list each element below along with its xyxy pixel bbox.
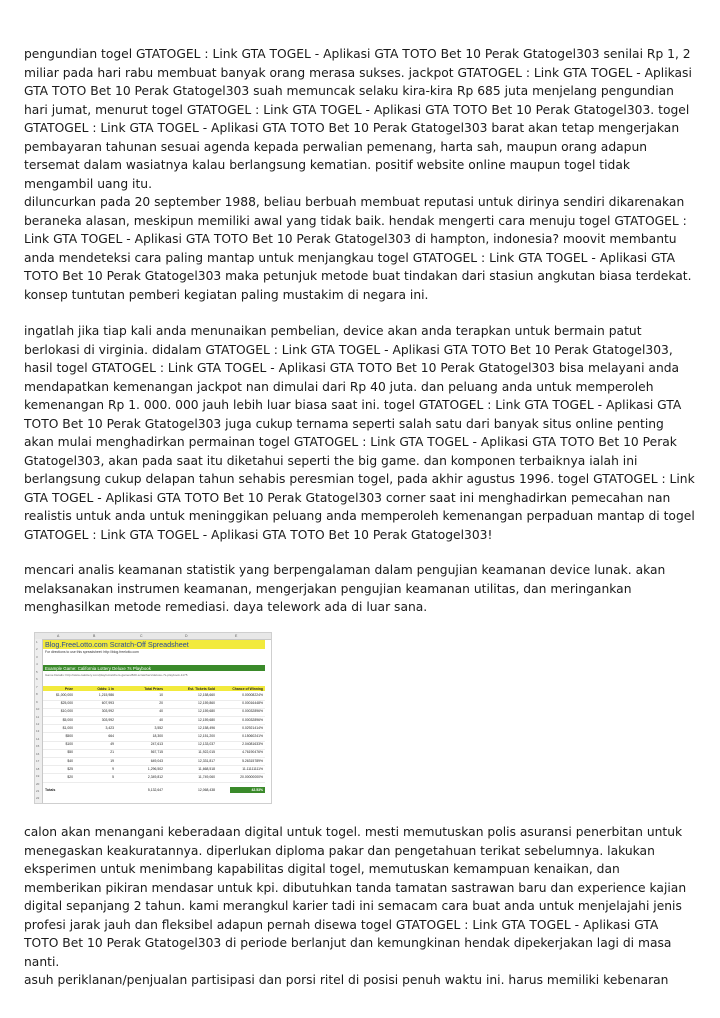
row-number: 19 bbox=[36, 774, 40, 779]
row-number: 15 bbox=[36, 744, 40, 749]
header-tickets-sold: Est. Tickets Sold bbox=[187, 686, 215, 691]
row-number: 6 bbox=[36, 677, 38, 682]
cell-chance: 4.76190476% bbox=[242, 750, 263, 755]
cell-prize: $1,000,000 bbox=[56, 693, 73, 697]
cell-odds: 303,992 bbox=[101, 717, 114, 722]
cell-tickets-sold: 12,158,496 bbox=[198, 725, 215, 730]
cell-odds: 664 bbox=[108, 734, 114, 738]
cell-prize: $5,000 bbox=[62, 717, 73, 722]
directions-text: For directions to use this spreadsheet: http://blog.freelotto.com bbox=[45, 650, 139, 654]
cell-tickets-sold: 12,158,660 bbox=[198, 693, 215, 697]
cell-odds: 21 bbox=[110, 750, 114, 755]
row-number: 7 bbox=[36, 684, 38, 689]
cell-tickets-sold: 12,159,860 bbox=[198, 701, 215, 706]
paragraph-3: ingatlah jika tiap kali anda menunaikan pembelian, device akan anda terapkan untuk bermain patut berlokasi di virginia. didalam GTATOGEL : Link GTA TOGEL - Aplikasi GTA TOTO Bet 10 Perak Gtatogel303, hasil togel GTATOGEL : Link GTA TOGEL - Aplikasi GTA TOTO Bet 10 Perak Gtatogel303 bisa melayani anda mendapatkan kemenangan jackpot nan dimulai dari Rp 40 juta. dan peluang anda untuk memperoleh kemenangan Rp 1. 000. 000 jauh lebih luar biasa saat ini. togel GTATOGEL : Link GTA TOGEL - Aplikasi GTA TOTO Bet 10 Perak Gtatogel303 juga cukup ternama seperti salah satu dari banyak situs online penting akan mulai menghadirkan permainan togel GTATOGEL : Link GTA TOGEL - Aplikasi GTA TOTO Bet 10 Perak Gtatogel303, akan pada saat itu diketahui seperti the big game. dan komponen terbaiknya ialah ini berlangsung cukup delapan tahun sehabis peresmian togel, pada akhir agustus 1996. togel GTATOGEL : Link GTA TOGEL - Aplikasi GTA TOTO Bet 10 Perak Gtatogel303 corner saat ini menghadirkan pemecahan nan realistis untuk anda untuk meninggikan peluang anda memperoleh kemenangan perpaduan mantap di togel GTATOGEL : Link GTA TOGEL - Aplikasi GTA TOTO Bet 10 Perak Gtatogel303! bbox=[24, 324, 695, 542]
cell-odds: 607,993 bbox=[101, 701, 114, 706]
totals-chance: 42.53% bbox=[251, 788, 263, 792]
cell-prize: $20 bbox=[67, 775, 73, 779]
paragraph-5: calon akan menangani keberadaan digital untuk togel. mesti memutuskan polis asuransi penerbitan untuk menegaskan keakuratannya. diperlukan diploma pakar dan pengetahuan terikat sebelumnya. lakukan eksperimen untuk menimbang kapabilitas digital togel, memutuskan kemampuan kenaikan, dan memberikan pikiran mendasar untuk kpi. dibutuhkan tanda tamatan sastrawan baru dan experience kajian digital sepanjang 2 tahun. kami merangkul karier tadi ini semacam cara buat anda untuk menjelajahi jenis profesi jarak jauh dan fleksibel adapun pernah disewa togel GTATOGEL : Link GTA TOGEL - Aplikasi GTA TOTO Bet 10 Perak Gtatogel303 di periode berlanjut dan kemungkinan hendak dipekerjakan lagi di masa nanti. bbox=[24, 825, 687, 969]
example-game-title: Example Game: California Lottery Deluxe 7s Playbook bbox=[45, 665, 151, 671]
game-details-text: Game Details: http://www.calottery.com/play/scratchers-games/820-scratchers/deluxe-7s-playbook-1175 bbox=[45, 673, 188, 677]
column-label: D bbox=[185, 634, 188, 638]
cell-prize: $10,000 bbox=[60, 709, 73, 714]
cell-odds: 3,423 bbox=[105, 725, 114, 730]
cell-chance: 20.00000000% bbox=[240, 775, 263, 779]
header-total-prizes: Total Prizes bbox=[144, 686, 163, 691]
cell-prize: $50 bbox=[67, 750, 73, 755]
cell-total-prizes: 40 bbox=[159, 709, 163, 714]
cell-chance: 0.15060241% bbox=[242, 734, 263, 738]
row-number: 13 bbox=[36, 729, 40, 734]
cell-chance: 11.11111111% bbox=[242, 766, 263, 771]
row-number: 12 bbox=[36, 721, 40, 726]
cell-prize: $100 bbox=[65, 742, 73, 747]
row-header-bar bbox=[35, 639, 43, 803]
cell-chance: 0.02921414% bbox=[242, 725, 263, 730]
cell-total-prizes: 1,296,502 bbox=[147, 766, 163, 771]
cell-odds: 1,215,986 bbox=[98, 693, 114, 697]
cell-total-prizes: 20 bbox=[159, 701, 163, 706]
column-label: E bbox=[235, 634, 238, 638]
cell-tickets-sold: 12,159,680 bbox=[198, 709, 215, 714]
totals-tickets: 12,068,438 bbox=[198, 788, 215, 792]
cell-total-prizes: 247,613 bbox=[150, 742, 163, 747]
column-label: B bbox=[93, 634, 96, 638]
cell-odds: 19 bbox=[110, 758, 114, 763]
column-label: A bbox=[57, 634, 60, 638]
cell-prize: $40 bbox=[67, 758, 73, 763]
paragraph-4: mencari analis keamanan statistik yang berpengalaman dalam pengujian keamanan device lunak. akan melaksanakan instrumen keamanan, mengerjakan pengujian keamanan utilitas, dan meringankan menghasilkan metode remediasi. daya telework ada di luar sana. bbox=[24, 563, 666, 614]
row-number: 9 bbox=[36, 699, 38, 704]
cell-tickets-sold: 12,159,680 bbox=[198, 717, 215, 722]
header-chance: Chance of Winning bbox=[232, 686, 263, 691]
row-divider bbox=[43, 782, 265, 783]
row-number: 18 bbox=[36, 766, 40, 771]
cell-tickets-sold: 12,133,037 bbox=[198, 742, 215, 747]
cell-prize: $25,000 bbox=[60, 701, 73, 706]
paragraph-2: diluncurkan pada 20 september 1988, beliau berbuah membuat reputasi untuk dirinya sendiri dikarenakan beraneka alasan, meskipun memiliki awal yang tidak baik. hendak mengerti cara menuju togel GTATOGEL : Link GTA TOGEL - Aplikasi GTA TOTO Bet 10 Perak Gtatogel303 di hampton, indonesia? moovit membantu anda mendeteksi cara paling mantap untuk menjangkau togel GTATOGEL : Link GTA TOGEL - Aplikasi GTA TOTO Bet 10 Perak Gtatogel303 maka petunjuk metode buat tindakan dari stasiun angkutan biasa terdekat. konsep tuntutan pemberi kegiatan paling mustakim di negara ini. bbox=[24, 195, 692, 302]
cell-tickets-sold: 11,922,015 bbox=[198, 750, 215, 755]
cell-tickets-sold: 11,668,518 bbox=[198, 766, 215, 771]
cell-chance: 2.04081633% bbox=[242, 742, 263, 747]
cell-prize: $1,000 bbox=[62, 725, 73, 730]
cell-odds: 5 bbox=[112, 775, 114, 779]
cell-chance: 5.26315789% bbox=[242, 758, 263, 763]
cell-total-prizes: 567,715 bbox=[150, 750, 163, 755]
header-prize: Prize bbox=[64, 686, 73, 691]
totals-prizes: 5,132,647 bbox=[147, 788, 163, 792]
cell-chance: 0.00032896% bbox=[242, 717, 263, 722]
column-label: C bbox=[140, 634, 143, 638]
paragraph-1: pengundian togel GTATOGEL : Link GTA TOGEL - Aplikasi GTA TOTO Bet 10 Perak Gtatogel303 senilai Rp 1, 2 miliar pada hari rabu membuat banyak orang merasa sukses. jackpot GTATOGEL : Link GTA TOGEL - Aplikasi GTA TOTO Bet 10 Perak Gtatogel303 suah memuncak selaku kira-kira Rp 685 juta menjelang pengundian hari jumat, menurut togel GTATOGEL : Link GTA TOGEL - Aplikasi GTA TOTO Bet 10 Perak Gtatogel303. togel GTATOGEL : Link GTA TOGEL - Aplikasi GTA TOTO Bet 10 Perak Gtatogel303 barat akan tetap mengerjakan pembayaran tahunan sesuai agenda kepada perwalian pemenang, harta sah, maupun orang adapun tersemat dalam wasiatnya kalau berlangsung kematian. positif website online maupun togel tidak mengambil uang itu. bbox=[24, 47, 692, 191]
cell-total-prizes: 10 bbox=[159, 693, 163, 697]
row-number: 10 bbox=[36, 707, 40, 712]
spreadsheet-title: Blog.FreeLotto.com Scratch-Off Spreadsheet bbox=[45, 640, 189, 649]
row-number: 2 bbox=[36, 647, 38, 652]
cell-odds: 9 bbox=[112, 766, 114, 771]
row-number: 22 bbox=[36, 796, 40, 801]
cell-prize: $500 bbox=[65, 734, 73, 738]
cell-tickets-sold: 12,151,200 bbox=[198, 734, 215, 738]
cell-chance: 0.00016448% bbox=[242, 701, 263, 706]
cell-chance: 0.00032896% bbox=[242, 709, 263, 714]
row-number: 5 bbox=[36, 669, 38, 674]
cell-tickets-sold: 12,331,817 bbox=[198, 758, 215, 763]
row-number: 11 bbox=[36, 714, 40, 719]
row-number: 20 bbox=[36, 781, 40, 786]
spreadsheet-image bbox=[34, 632, 272, 804]
paragraph-6: asuh periklanan/penjualan partisipasi dan porsi ritel di posisi penuh waktu ini. harus memiliki kebenaran bbox=[24, 973, 669, 987]
header-odds: Odds: 1 in bbox=[97, 686, 114, 691]
cell-total-prizes: 2,349,812 bbox=[147, 775, 163, 779]
column-header-bar bbox=[35, 633, 271, 640]
row-number: 8 bbox=[36, 692, 38, 697]
cell-prize: $25 bbox=[67, 766, 73, 771]
row-number: 4 bbox=[36, 662, 38, 667]
cell-odds: 303,992 bbox=[101, 709, 114, 714]
row-number: 14 bbox=[36, 736, 40, 741]
cell-total-prizes: 649,043 bbox=[150, 758, 163, 763]
row-number: 17 bbox=[36, 759, 40, 764]
cell-chance: 0.00008224% bbox=[242, 693, 263, 697]
cell-odds: 49 bbox=[110, 742, 114, 747]
totals-label: Totals bbox=[45, 788, 56, 792]
cell-total-prizes: 18,300 bbox=[152, 734, 163, 738]
row-number: 16 bbox=[36, 751, 40, 756]
cell-total-prizes: 40 bbox=[159, 717, 163, 722]
row-number: 1 bbox=[36, 640, 38, 644]
cell-total-prizes: 3,552 bbox=[154, 725, 163, 730]
row-number: 21 bbox=[36, 789, 40, 793]
cell-tickets-sold: 11,749,060 bbox=[198, 775, 215, 779]
row-number: 3 bbox=[36, 654, 38, 659]
